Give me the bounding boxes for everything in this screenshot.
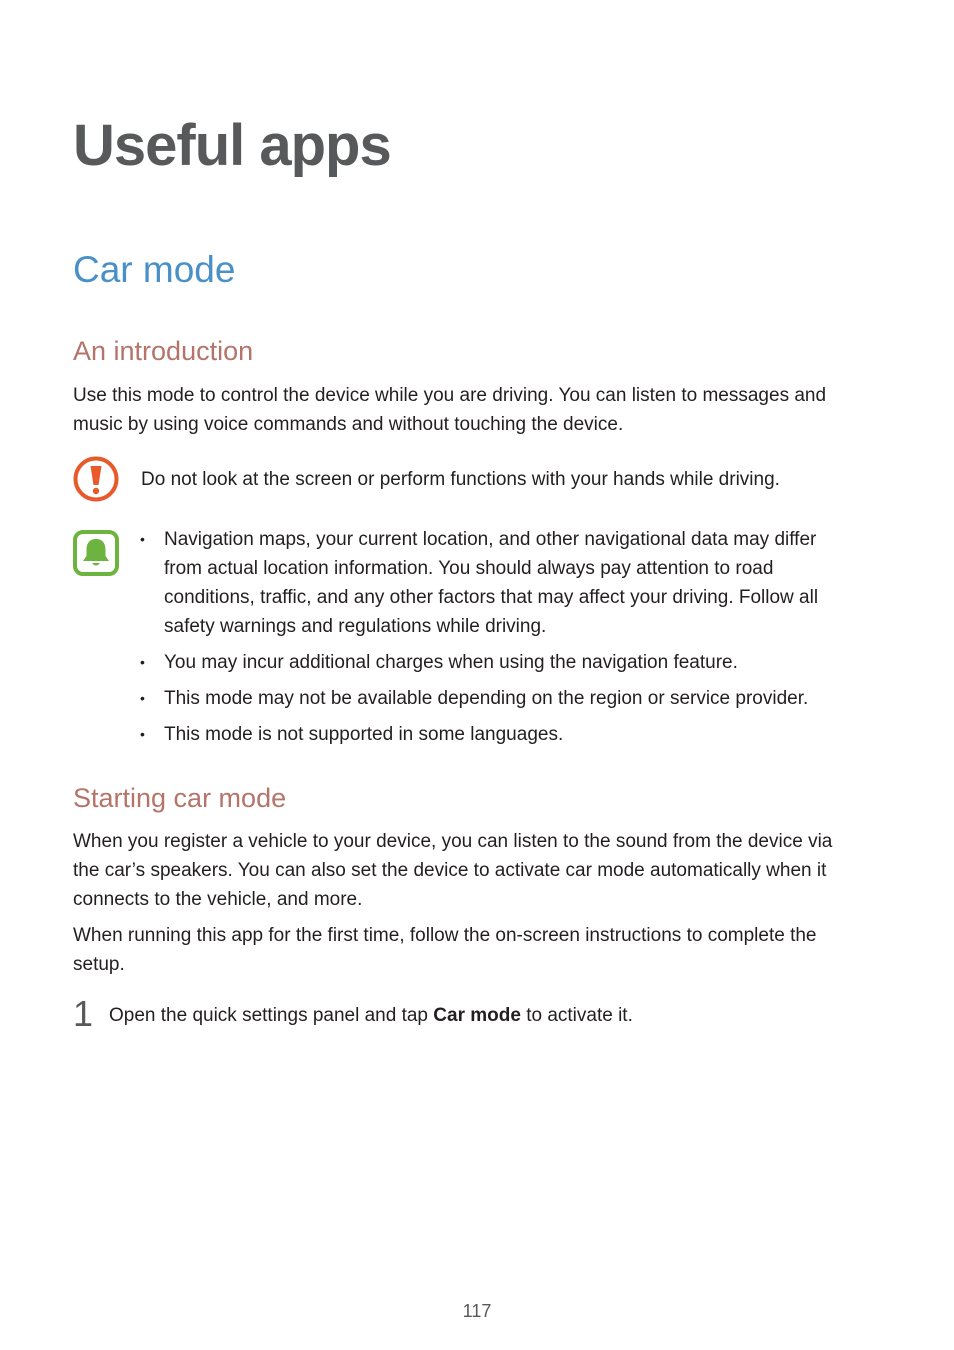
list-item: • Navigation maps, your current location, and other navigational data may differ from actual location information. You should always pay attention to road conditions, traffic, and any other factors that may affect your driving. Follow all safety warnings and regulations while driving.: [140, 529, 819, 637]
list-item: • This mode may not be available depending on the region or service provider.: [140, 688, 809, 709]
section-title: Car mode: [73, 249, 236, 290]
starting-body-1: When you register a vehicle to your device, you can listen to the sound from the device via the car’s speakers. You can also set the device to activate car mode automatically when it connects to the vehicle, and more.: [73, 831, 833, 910]
caution-text: Do not look at the screen or perform functions with your hands while driving.: [141, 469, 780, 490]
caution-icon: [73, 456, 119, 502]
list-item: • You may incur additional charges when using the navigation feature.: [140, 652, 738, 673]
bell-icon: [73, 530, 119, 576]
note-list: [136, 525, 856, 756]
starting-body-2: When running this app for the first time, follow the on-screen instructions to complete the setup.: [73, 925, 817, 975]
starting-heading: Starting car mode: [73, 783, 287, 813]
list-item: • This mode is not supported in some languages.: [140, 724, 564, 745]
page-number: 117: [462, 1301, 492, 1321]
introduction-body: Use this mode to control the device while you are driving. You can listen to messages and music by using voice commands and without touching the device.: [73, 385, 827, 435]
step-number: 1: [73, 993, 94, 1034]
introduction-heading: An introduction: [73, 336, 254, 366]
step-text: Open the quick settings panel and tap Car mode to activate it.: [109, 1005, 633, 1026]
chapter-title: Useful apps: [73, 113, 391, 178]
car-mode-label: Car mode: [433, 1005, 521, 1026]
